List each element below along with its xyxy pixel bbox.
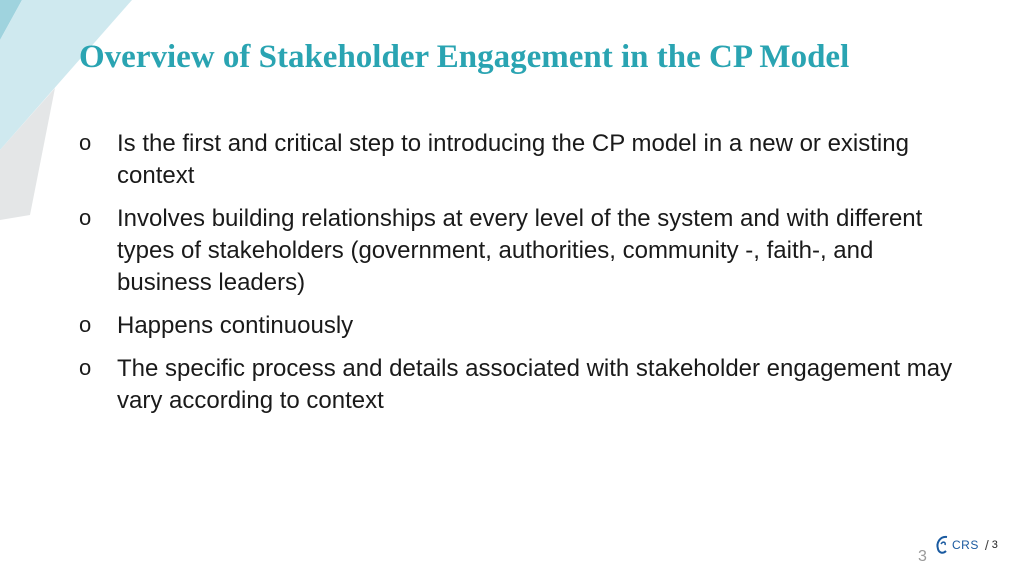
- bullet-marker: o: [79, 312, 92, 337]
- footer-page-number: 3: [991, 539, 998, 551]
- bullet-text: Happens continuously: [117, 312, 354, 339]
- bullet-marker: o: [79, 205, 92, 230]
- footer-separator: /: [984, 537, 989, 553]
- bullet-text: Is the first and critical step to introducing the CP model in a new or existing context: [117, 130, 909, 189]
- crs-logo-icon: [935, 534, 951, 556]
- bullet-item: [79, 310, 969, 342]
- bullet-item: [79, 128, 969, 192]
- bullet-marker: o: [79, 355, 92, 380]
- slide-number: 3: [918, 548, 927, 565]
- slide-title: Overview of Stakeholder Engagement in the CP Model: [79, 39, 850, 75]
- bullet-text: The specific process and details associated with stakeholder engagement may vary according to context: [117, 355, 953, 414]
- bullet-marker: o: [79, 130, 92, 155]
- crs-logo: [935, 532, 998, 558]
- crs-logo-text: CRS: [952, 538, 979, 552]
- bullet-text: Involves building relationships at every level of the system and with different types of stakeholders (government, authorities, community -, faith-, and business leaders): [117, 205, 923, 296]
- bullet-item: [79, 203, 969, 299]
- bullet-list: [79, 128, 969, 428]
- bullet-item: [79, 353, 969, 417]
